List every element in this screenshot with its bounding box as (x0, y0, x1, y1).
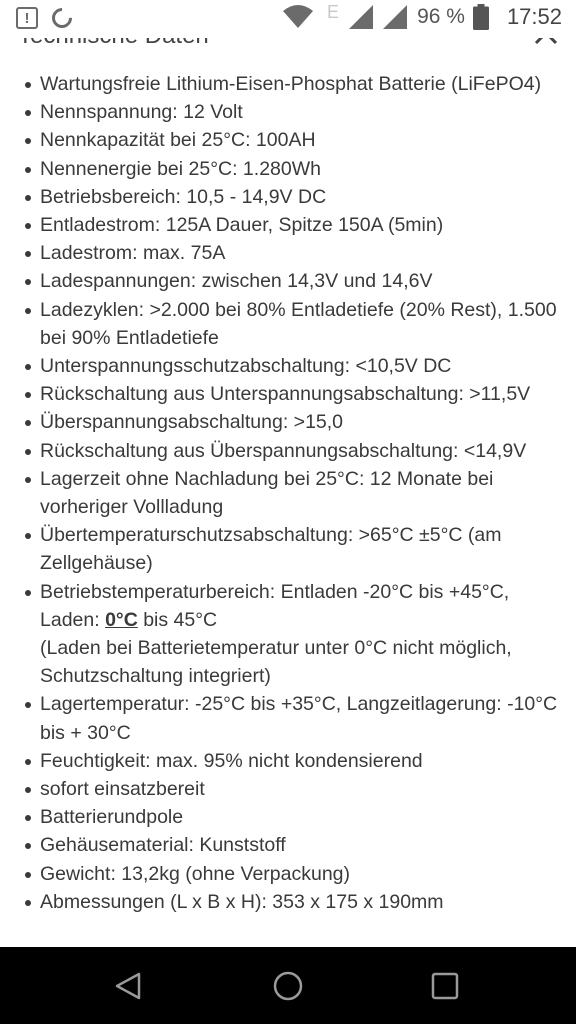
list-item: Gewicht: 13,2kg (ohne Verpackung) (40, 860, 576, 888)
list-item: Ladezyklen: >2.000 bei 80% Entladetiefe (20% Rest), 1.500 bei 90% Entladetiefe (40, 296, 576, 352)
list-item: Unterspannungsschutzabschaltung: <10,5V DC (40, 352, 576, 380)
back-button[interactable] (104, 961, 154, 1011)
recents-icon (431, 972, 459, 1000)
list-item: Feuchtigkeit: max. 95% nicht kondensierend (40, 747, 576, 775)
list-item: Nennkapazität bei 25°C: 100AH (40, 126, 576, 154)
list-item: Ladestrom: max. 75A (40, 239, 576, 267)
temp-note: (Laden bei Batterietemperatur unter 0°C nicht möglich, Schutzschaltung integriert) (40, 637, 512, 688)
list-item: Nennspannung: 12 Volt (40, 98, 576, 126)
list-item: Gehäusematerial: Kunststoff (40, 831, 576, 859)
wifi-icon (283, 5, 313, 29)
temp-text-2: bis 45°C (137, 608, 218, 631)
list-item: Nennenergie bei 25°C: 1.280Wh (40, 155, 576, 183)
list-item: Batterierundpole (40, 803, 576, 831)
recents-button[interactable] (420, 961, 470, 1011)
list-item: Rückschaltung aus Unterspannungsabschaltung: >11,5V (40, 380, 576, 408)
alert-icon: ! (16, 7, 38, 29)
list-item: Entladestrom: 125A Dauer, Spitze 150A (5min) (40, 211, 576, 239)
signal-icon (383, 5, 407, 29)
list-item: Betriebsbereich: 10,5 - 14,9V DC (40, 183, 576, 211)
network-type-label: E (327, 1, 340, 22)
home-button[interactable] (263, 961, 313, 1011)
list-item-temperature (40, 578, 576, 691)
back-icon (114, 971, 144, 1001)
temp-highlight: 0°C (105, 608, 138, 631)
spec-list (0, 70, 576, 916)
sync-icon (48, 4, 76, 32)
list-item: Abmessungen (L x B x H): 353 x 175 x 190mm (40, 888, 576, 916)
list-item: Lagerzeit ohne Nachladung bei 25°C: 12 Monate bei vorheriger Vollladung (40, 465, 576, 521)
signal-icon (349, 5, 373, 29)
home-icon (272, 970, 304, 1002)
list-item: Übertemperaturschutzsabschaltung: >65°C ±5°C (am Zellgehäuse) (40, 521, 576, 577)
battery-percent: 96 % (417, 5, 465, 28)
temp-text-1: Betriebstemperaturbereich: Entladen -20°C bis +45°C, Laden: (40, 580, 510, 631)
list-item: Lagertemperatur: -25°C bis +35°C, Langzeitlagerung: -10°C bis + 30°C (40, 690, 576, 746)
list-item: Wartungsfreie Lithium-Eisen-Phosphat Batterie (LiFePO4) (40, 70, 576, 98)
status-bar (0, 0, 576, 38)
list-item: Rückschaltung aus Überspannungsabschaltung: <14,9V (40, 437, 576, 465)
list-item: sofort einsatzbereit (40, 775, 576, 803)
list-item: Ladespannungen: zwischen 14,3V und 14,6V (40, 267, 576, 295)
battery-icon (473, 4, 489, 30)
list-item: Überspannungsabschaltung: >15,0 (40, 408, 576, 436)
clock: 17:52 (506, 4, 562, 29)
navigation-bar (0, 947, 576, 1024)
spec-content (0, 70, 576, 916)
